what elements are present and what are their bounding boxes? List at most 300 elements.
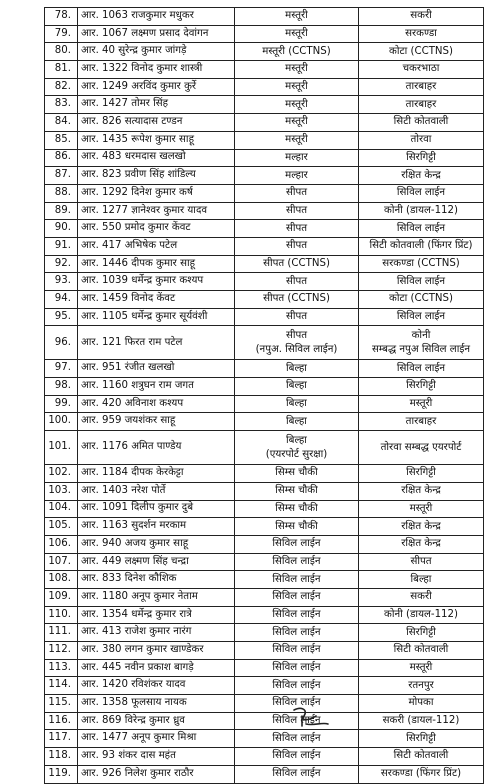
new-posting-cell-text: रक्षित केन्द्र: [401, 520, 441, 532]
current-posting-cell-text: बिल्हा: [286, 362, 307, 374]
new-posting-cell-text: रक्षित केन्द्र: [401, 169, 441, 181]
name-cell: [78, 677, 235, 695]
new-posting-cell-text: सकरी: [410, 591, 432, 603]
current-posting-cell-text: सिविल लाईन: [272, 697, 321, 709]
name-cell-text: आर. 93 शंकर दास महंत: [81, 750, 176, 762]
current-posting-cell: [235, 465, 359, 483]
serial-number-cell-text: 99.: [54, 397, 71, 409]
new-posting-cell-text: तारबाहर: [405, 98, 437, 110]
new-posting-cell: [359, 8, 484, 26]
new-posting-cell-text: कोनी (डायल-112): [384, 608, 458, 620]
name-cell-text: आर. 869 विरेन्द्र कुमार ध्रुव: [81, 714, 185, 726]
table-row: [45, 167, 484, 185]
new-posting-cell: [359, 695, 484, 713]
table-row: [45, 291, 484, 309]
serial-number-cell: [45, 465, 78, 483]
serial-number-cell-text: 112.: [48, 643, 71, 655]
new-posting-cell: [359, 624, 484, 642]
serial-number-cell-text: 111.: [48, 626, 71, 638]
name-cell-text: आर. 1277 ज्ञानेश्वर कुमार यादव: [81, 204, 208, 216]
serial-number-cell: [45, 431, 78, 465]
new-posting-cell: [359, 535, 484, 553]
serial-number-cell-text: 85.: [54, 133, 71, 145]
name-cell-text: आर. 951 रंजीत खलखो: [81, 362, 175, 374]
name-cell: [78, 8, 235, 26]
serial-number-cell: [45, 220, 78, 238]
current-posting-cell-text: मल्हार: [285, 169, 308, 181]
serial-number-cell-text: 82.: [54, 80, 71, 92]
serial-number-cell: [45, 96, 78, 114]
new-posting-cell-text: कोटा (CCTNS): [389, 45, 453, 57]
serial-number-cell: [45, 571, 78, 589]
table-row: [45, 748, 484, 766]
new-posting-cell-text: सरकण्डा (फिंगर प्रिंट): [380, 768, 462, 780]
new-posting-cell: [359, 360, 484, 378]
serial-number-cell-text: 106.: [48, 537, 71, 549]
new-posting-cell: [359, 61, 484, 79]
new-posting-cell: [359, 43, 484, 61]
new-posting-cell: [359, 202, 484, 220]
table-row: [45, 642, 484, 660]
serial-number-cell: [45, 149, 78, 167]
name-cell-text: आर. 926 निलेश कुमार राठौर: [81, 767, 194, 779]
serial-number-cell: [45, 500, 78, 518]
current-posting-cell-text: सीपत (CCTNS): [263, 257, 330, 269]
serial-number-cell-text: 109.: [48, 590, 71, 602]
serial-number-cell: [45, 273, 78, 291]
new-posting-cell: [359, 606, 484, 624]
serial-number-cell: [45, 184, 78, 202]
name-cell: [78, 43, 235, 61]
new-posting-cell-text: मस्तूरी: [409, 662, 433, 674]
name-cell: [78, 326, 235, 360]
new-posting-cell-text: सिरगिट्टी: [406, 467, 436, 479]
new-posting-cell-text: सिटी कोतवाली: [393, 116, 449, 128]
current-posting-cell: [235, 642, 359, 660]
new-posting-cell: [359, 149, 484, 167]
new-posting-cell-text: रक्षित केन्द्र: [401, 485, 441, 497]
table-row: [45, 553, 484, 571]
name-cell: [78, 78, 235, 96]
current-posting-cell-text: सिविल लाईन: [272, 538, 321, 550]
name-cell-text: आर. 1163 सुदर्शन मरकाम: [81, 520, 187, 532]
name-cell: [78, 765, 235, 783]
current-posting-cell-text: सिम्स चौकी: [275, 502, 318, 514]
new-posting-cell-text: कोनी (डायल-112): [384, 204, 458, 216]
serial-number-cell: [45, 360, 78, 378]
name-cell: [78, 96, 235, 114]
current-posting-cell-text: सीपत: [285, 275, 308, 287]
name-cell: [78, 131, 235, 149]
name-cell-text: आर. 1184 दीपक केरकेट्टा: [81, 467, 184, 479]
transfer-list-table: [44, 7, 484, 784]
serial-number-cell: [45, 25, 78, 43]
name-cell-text: आर. 1446 दीपक कुमार साहू: [81, 257, 196, 269]
current-posting-cell-text: मस्तूरी: [285, 134, 308, 146]
new-posting-cell-text: सिटी कोतवाली (फिंगर प्रिंट): [369, 240, 473, 252]
current-posting-cell-text: बिल्हा: [286, 398, 307, 410]
serial-number-cell-text: 114.: [48, 679, 71, 691]
serial-number-cell-text: 90.: [54, 222, 71, 234]
current-posting-cell: [235, 431, 359, 465]
name-cell-text: आर. 1063 राजकुमार मधुकर: [81, 9, 194, 21]
new-posting-cell-text: सकरी (डायल-112): [382, 715, 460, 727]
serial-number-cell-text: 91.: [54, 239, 71, 251]
serial-number-cell-text: 110.: [48, 608, 71, 620]
serial-number-cell: [45, 8, 78, 26]
current-posting-cell-text: सिम्स चौकी: [275, 520, 318, 532]
name-cell: [78, 588, 235, 606]
name-cell-text: आर. 1105 धर्मेन्द्र कुमार सूर्यवंशी: [81, 310, 208, 322]
serial-number-cell-text: 104.: [48, 502, 71, 514]
current-posting-cell-text: बिल्हा: [286, 415, 307, 427]
current-posting-cell-text: सिम्स चौकी: [275, 467, 318, 479]
name-cell: [78, 465, 235, 483]
serial-number-cell: [45, 43, 78, 61]
serial-number-cell: [45, 395, 78, 413]
serial-number-cell: [45, 624, 78, 642]
name-cell-text: आर. 959 जयशंकर साहू: [81, 415, 176, 427]
new-posting-cell: [359, 677, 484, 695]
name-cell-text: आर. 1420 रविशंकर यादव: [81, 679, 186, 691]
new-posting-cell: [359, 748, 484, 766]
name-cell-text: आर. 1249 अरविंद कुमार कुर्रे: [81, 80, 197, 92]
serial-number-cell-text: 97.: [54, 362, 71, 374]
serial-number-cell: [45, 748, 78, 766]
new-posting-cell: [359, 659, 484, 677]
table-row: [45, 43, 484, 61]
current-posting-cell: [235, 553, 359, 571]
serial-number-cell: [45, 535, 78, 553]
new-posting-cell: [359, 765, 484, 783]
new-posting-cell-text: सिविल लाईन: [396, 311, 446, 323]
name-cell: [78, 25, 235, 43]
name-cell: [78, 114, 235, 132]
new-posting-cell: [359, 378, 484, 396]
name-cell: [78, 61, 235, 79]
new-posting-cell: [359, 184, 484, 202]
new-posting-cell: [359, 642, 484, 660]
new-posting-cell: [359, 326, 484, 360]
name-cell-text: आर. 417 अभिषेक पटेल: [81, 239, 178, 251]
new-posting-cell: [359, 712, 484, 730]
current-posting-cell-text: सिविल लाईन: [272, 732, 321, 744]
name-cell: [78, 202, 235, 220]
serial-number-cell-text: 80.: [54, 45, 71, 57]
table-row: [45, 25, 484, 43]
table-row: [45, 695, 484, 713]
name-cell-text: आर. 1435 रूपेश कुमार साहू: [81, 133, 194, 145]
table-row: [45, 395, 484, 413]
new-posting-cell-text: सिविल लाईन: [396, 275, 446, 287]
name-cell: [78, 571, 235, 589]
current-posting-cell-text: मस्तूरी: [285, 63, 308, 75]
serial-number-cell: [45, 131, 78, 149]
new-posting-cell: [359, 730, 484, 748]
table-row: [45, 482, 484, 500]
serial-number-cell-text: 93.: [54, 275, 71, 287]
serial-number-cell: [45, 114, 78, 132]
new-posting-cell-text: सिविल लाईन: [396, 222, 446, 234]
table-row: [45, 465, 484, 483]
serial-number-cell-text: 96.: [54, 336, 71, 348]
serial-number-cell-text: 115.: [48, 697, 71, 709]
name-cell-text: आर. 1358 फूलसाय नायक: [81, 697, 187, 709]
current-posting-cell-text: (एयरपोर्ट सुरक्षा): [265, 448, 328, 460]
current-posting-cell: [235, 606, 359, 624]
name-cell-text: आर. 1354 धर्मेन्द्र कुमार रात्रे: [81, 608, 192, 620]
name-cell-text: आर. 550 प्रमोद कुमार केंवट: [81, 222, 191, 234]
table-row: [45, 730, 484, 748]
current-posting-cell: [235, 255, 359, 273]
current-posting-cell-text: मस्तूरी: [285, 81, 308, 93]
name-cell: [78, 255, 235, 273]
name-cell: [78, 360, 235, 378]
serial-number-cell: [45, 413, 78, 431]
name-cell: [78, 237, 235, 255]
serial-number-cell-text: 105.: [48, 520, 71, 532]
new-posting-cell-text: सीपत: [410, 555, 432, 567]
name-cell: [78, 308, 235, 326]
current-posting-cell-text: बिल्हा: [286, 380, 307, 392]
current-posting-cell-text: सीपत: [285, 329, 308, 341]
new-posting-cell-text: रतनपुर: [408, 679, 434, 691]
serial-number-cell-text: 103.: [48, 484, 71, 496]
current-posting-cell: [235, 730, 359, 748]
serial-number-cell-text: 116.: [48, 714, 71, 726]
name-cell-text: आर. 1091 दिलीप कुमार दुबे: [81, 502, 194, 514]
serial-number-cell-text: 95.: [54, 310, 71, 322]
current-posting-cell-text: मस्तूरी: [285, 98, 308, 110]
current-posting-cell: [235, 765, 359, 783]
serial-number-cell-text: 118.: [48, 750, 71, 762]
current-posting-cell-text: सिविल लाईन: [272, 644, 321, 656]
serial-number-cell: [45, 61, 78, 79]
current-posting-cell-text: (नपुअ. सिविल लाईन): [255, 343, 338, 355]
serial-number-cell: [45, 78, 78, 96]
current-posting-cell-text: सीपत: [285, 240, 308, 252]
table-row: [45, 273, 484, 291]
table-row: [45, 131, 484, 149]
current-posting-cell: [235, 308, 359, 326]
name-cell-text: आर. 1039 धर्मेन्द्र कुमार कश्यप: [81, 275, 204, 287]
name-cell: [78, 535, 235, 553]
name-cell: [78, 553, 235, 571]
table-row: [45, 677, 484, 695]
serial-number-cell: [45, 291, 78, 309]
table-row: [45, 8, 484, 26]
current-posting-cell: [235, 360, 359, 378]
serial-number-cell-text: 100.: [48, 415, 71, 427]
serial-number-cell: [45, 659, 78, 677]
current-posting-cell: [235, 748, 359, 766]
table-row: [45, 96, 484, 114]
name-cell-text: आर. 1322 विनोद कुमार शास्त्री: [81, 63, 203, 75]
table-row: [45, 518, 484, 536]
new-posting-cell-text: सरकण्डा: [405, 28, 437, 40]
new-posting-cell-text: तोरवा सम्बद्ध एयरपोर्ट: [380, 441, 462, 453]
name-cell-text: आर. 40 सुरेन्द्र कुमार जांगड़े: [81, 45, 187, 57]
name-cell: [78, 167, 235, 185]
new-posting-cell-text: बिल्हा: [410, 573, 432, 585]
new-posting-cell-text: कोटा (CCTNS): [389, 293, 453, 305]
name-cell-text: आर. 1477 अनूप कुमार मिश्रा: [81, 732, 197, 744]
new-posting-cell: [359, 237, 484, 255]
current-posting-cell: [235, 482, 359, 500]
serial-number-cell-text: 78.: [54, 9, 71, 21]
new-posting-cell-text: सिरगिट्टी: [406, 380, 436, 392]
new-posting-cell-text: सरकण्डा (CCTNS): [382, 257, 460, 269]
new-posting-cell: [359, 571, 484, 589]
current-posting-cell: [235, 500, 359, 518]
current-posting-cell-text: मस्तूरी (CCTNS): [262, 45, 331, 57]
serial-number-cell-text: 83.: [54, 98, 71, 110]
new-posting-cell-text: मस्तूरी: [409, 398, 433, 410]
table-row: [45, 624, 484, 642]
current-posting-cell: [235, 8, 359, 26]
serial-number-cell-text: 84.: [54, 116, 71, 128]
new-posting-cell: [359, 553, 484, 571]
name-cell-text: आर. 121 फिरत राम पटेल: [81, 336, 183, 348]
new-posting-cell: [359, 588, 484, 606]
table-row: [45, 378, 484, 396]
serial-number-cell: [45, 695, 78, 713]
current-posting-cell-text: बिल्हा: [286, 434, 307, 446]
current-posting-cell-text: सीपत: [285, 204, 308, 216]
new-posting-cell: [359, 482, 484, 500]
table-row: [45, 61, 484, 79]
new-posting-cell: [359, 431, 484, 465]
table-row: [45, 114, 484, 132]
current-posting-cell: [235, 326, 359, 360]
name-cell: [78, 642, 235, 660]
table-row: [45, 431, 484, 465]
name-cell: [78, 730, 235, 748]
name-cell: [78, 291, 235, 309]
new-posting-cell: [359, 308, 484, 326]
current-posting-cell: [235, 659, 359, 677]
current-posting-cell-text: सिविल लाईन: [272, 608, 321, 620]
new-posting-cell-text: सिविल लाईन: [396, 362, 446, 374]
serial-number-cell-text: 94.: [54, 292, 71, 304]
name-cell-text: आर. 1160 शत्रुघन राम जगत: [81, 380, 194, 392]
serial-number-cell: [45, 642, 78, 660]
serial-number-cell-text: 101.: [48, 441, 71, 453]
current-posting-cell: [235, 571, 359, 589]
new-posting-cell: [359, 395, 484, 413]
name-cell: [78, 624, 235, 642]
name-cell-text: आर. 483 धरमदास खलखो: [81, 151, 186, 163]
current-posting-cell: [235, 378, 359, 396]
current-posting-cell: [235, 184, 359, 202]
new-posting-cell-text: तारबाहर: [405, 415, 437, 427]
name-cell: [78, 482, 235, 500]
name-cell-text: आर. 380 लगन कुमार खाण्डेकर: [81, 643, 204, 655]
current-posting-cell-text: सिविल लाईन: [272, 591, 321, 603]
table-row: [45, 360, 484, 378]
table-row: [45, 237, 484, 255]
current-posting-cell-text: सिविल लाईन: [272, 715, 321, 727]
name-cell-text: आर. 826 सत्यादास टण्डन: [81, 116, 183, 128]
current-posting-cell-text: सीपत: [285, 187, 308, 199]
serial-number-cell: [45, 553, 78, 571]
new-posting-cell-text: सकरी: [410, 10, 432, 22]
serial-number-cell-text: 79.: [54, 27, 71, 39]
serial-number-cell: [45, 308, 78, 326]
serial-number-cell-text: 89.: [54, 204, 71, 216]
new-posting-cell: [359, 220, 484, 238]
new-posting-cell: [359, 500, 484, 518]
table-body: [45, 8, 484, 784]
serial-number-cell: [45, 588, 78, 606]
signature: [288, 704, 332, 728]
new-posting-cell-text: तारबाहर: [405, 81, 437, 93]
current-posting-cell: [235, 535, 359, 553]
serial-number-cell-text: 113.: [48, 661, 71, 673]
table-row: [45, 659, 484, 677]
table-row: [45, 588, 484, 606]
serial-number-cell-text: 88.: [54, 186, 71, 198]
new-posting-cell: [359, 131, 484, 149]
name-cell-text: आर. 445 नवीन प्रकाश बागड़े: [81, 661, 194, 673]
new-posting-cell-text: मस्तूरी: [409, 502, 433, 514]
current-posting-cell-text: सिविल लाईन: [272, 750, 321, 762]
new-posting-cell-text: रक्षित केन्द्र: [401, 538, 441, 550]
current-posting-cell: [235, 677, 359, 695]
name-cell: [78, 395, 235, 413]
name-cell-text: आर. 1176 अमित पाण्डेय: [81, 441, 182, 453]
name-cell: [78, 431, 235, 465]
current-posting-cell-text: सीपत: [285, 222, 308, 234]
name-cell: [78, 695, 235, 713]
name-cell-text: आर. 1427 तोमर सिंह: [81, 98, 169, 110]
serial-number-cell-text: 107.: [48, 555, 71, 567]
serial-number-cell: [45, 518, 78, 536]
name-cell: [78, 712, 235, 730]
new-posting-cell: [359, 291, 484, 309]
name-cell-text: आर. 449 लक्ष्मण सिंह चन्द्रा: [81, 555, 189, 567]
serial-number-cell-text: 86.: [54, 151, 71, 163]
current-posting-cell: [235, 78, 359, 96]
table-row: [45, 606, 484, 624]
table-row: [45, 255, 484, 273]
serial-number-cell: [45, 255, 78, 273]
name-cell-text: आर. 413 राजेश कुमार नारंग: [81, 626, 192, 638]
current-posting-cell-text: सिविल लाईन: [272, 768, 321, 780]
serial-number-cell-text: 102.: [48, 467, 71, 479]
current-posting-cell-text: सिविल लाईन: [272, 573, 321, 585]
current-posting-cell: [235, 273, 359, 291]
name-cell: [78, 149, 235, 167]
current-posting-cell-text: मस्तूरी: [285, 10, 308, 22]
name-cell: [78, 184, 235, 202]
name-cell-text: आर. 1180 अनूप कुमार नेताम: [81, 590, 198, 602]
table-row: [45, 535, 484, 553]
new-posting-cell-text: सिटी कोतवाली: [393, 750, 449, 762]
new-posting-cell-text: तोरवा: [410, 134, 432, 146]
serial-number-cell-text: 87.: [54, 169, 71, 181]
table-row: [45, 308, 484, 326]
current-posting-cell: [235, 131, 359, 149]
table-row: [45, 220, 484, 238]
current-posting-cell-text: मस्तूरी: [285, 28, 308, 40]
name-cell-text: आर. 1459 विनोद केंवट: [81, 292, 176, 304]
new-posting-cell: [359, 518, 484, 536]
current-posting-cell: [235, 291, 359, 309]
table-row: [45, 202, 484, 220]
new-posting-cell: [359, 25, 484, 43]
name-cell: [78, 518, 235, 536]
